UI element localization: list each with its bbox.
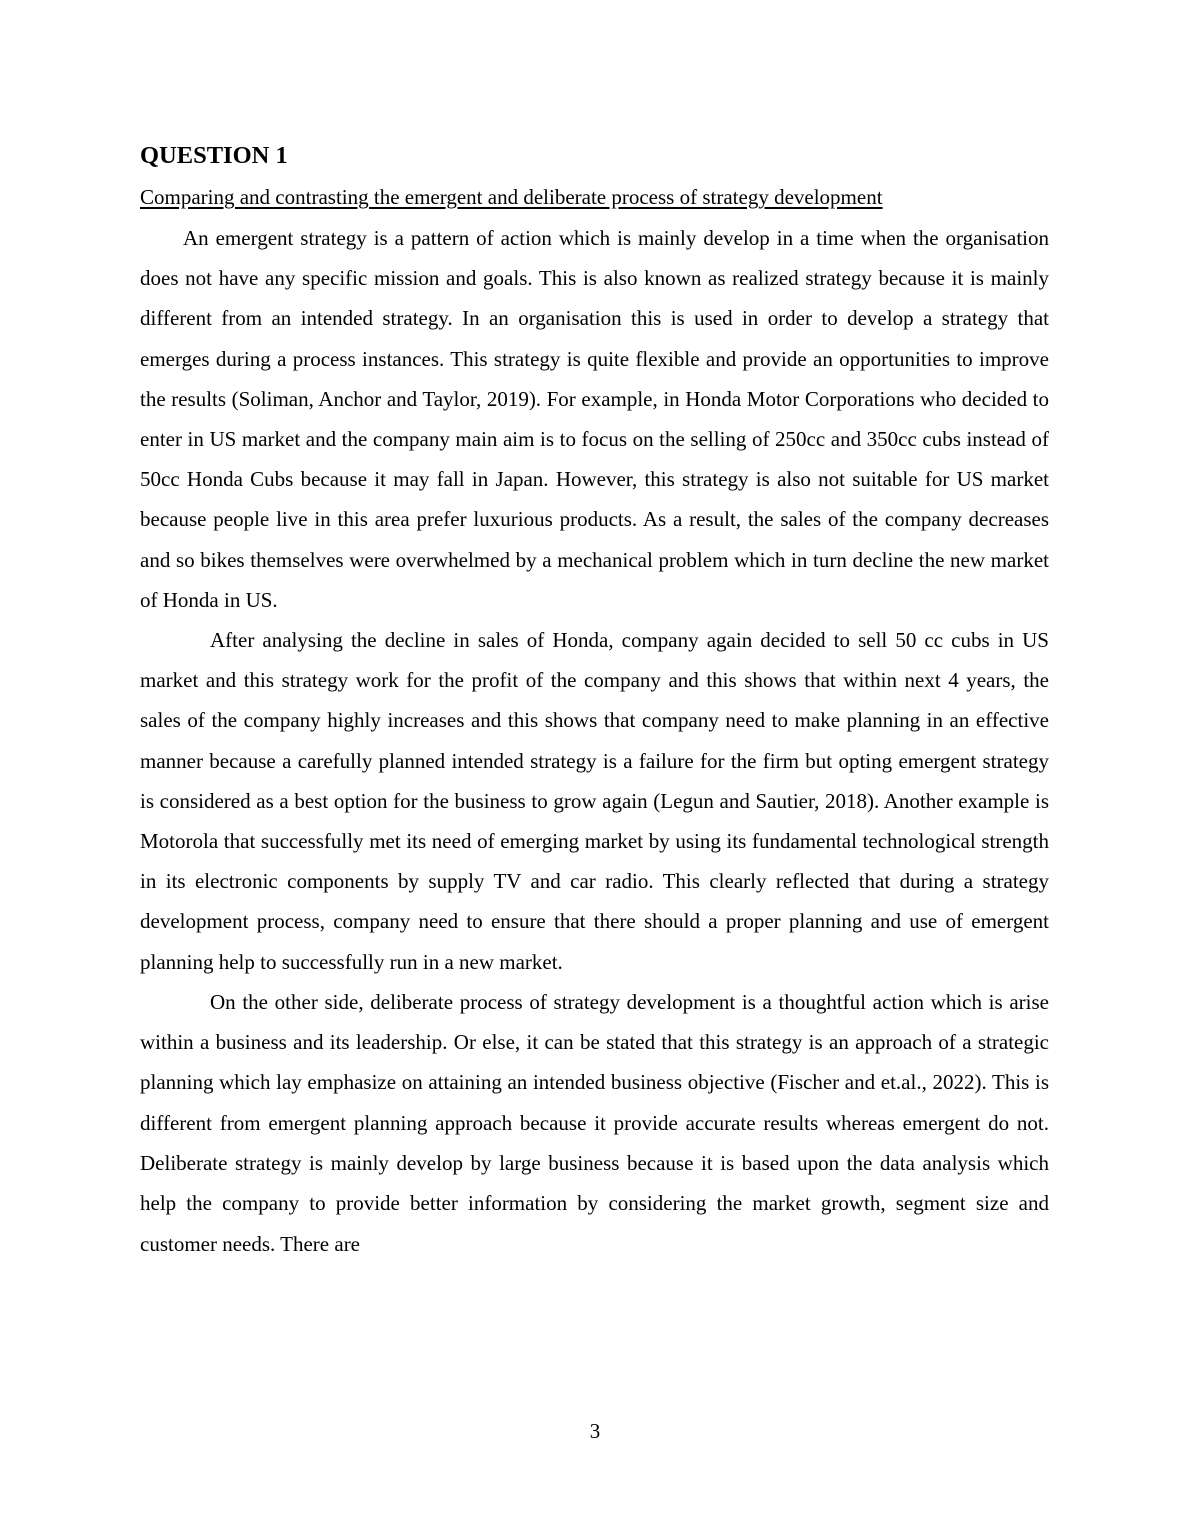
question-heading: QUESTION 1 xyxy=(140,142,288,169)
body-paragraph-2: After analysing the decline in sales of Honda, company again decided to sell 50 cc cubs in US market and this strategy work for the profit of the company and this shows that within next 4 years, the sales of the company highly increases and this shows that company need to make planning in an effective manner because a carefully planned intended strategy is a failure for the firm but opting emergent strategy is considered as a best option for the business to grow again (Legun and Sautier, 2018). Another example is Motorola that successfully met its need of emerging market by using its fundamental technological strength in its electronic components by supply TV and car radio. This clearly reflected that during a strategy development process, company need to ensure that there should a proper planning and use of emergent planning help to successfully run in a new market. xyxy=(140,628,1049,974)
section-subheading: Comparing and contrasting the emergent and deliberate process of strategy development xyxy=(140,185,883,209)
body-paragraph-1: An emergent strategy is a pattern of action which is mainly develop in a time when the organisation does not have any specific mission and goals. This is also known as realized strategy because it is mainly different from an intended strategy. In an organisation this is used in order to develop a strategy that emerges during a process instances. This strategy is quite flexible and provide an opportunities to improve the results (Soliman, Anchor and Taylor, 2019). For example, in Honda Motor Corporations who decided to enter in US market and the company main aim is to focus on the selling of 250cc and 350cc cubs instead of 50cc Honda Cubs because it may fall in Japan. However, this strategy is also not suitable for US market because people live in this area prefer luxurious products. As a result, the sales of the company decreases and so bikes themselves were overwhelmed by a mechanical problem which in turn decline the new market of Honda in US. xyxy=(140,226,1049,612)
page-number: 3 xyxy=(589,1419,601,1443)
body-paragraph-3: On the other side, deliberate process of strategy development is a thoughtful action which is arise within a business and its leadership. Or else, it can be stated that this strategy is an approach of a strategic planning which lay emphasize on attaining an intended business objective (Fischer and et.al., 2022). This is different from emergent planning approach because it provide accurate results whereas emergent do not. Deliberate strategy is mainly develop by large business because it is based upon the data analysis which help the company to provide better information by considering the market growth, segment size and customer needs. There are xyxy=(140,989,1049,1256)
page-content xyxy=(140,139,1049,1264)
